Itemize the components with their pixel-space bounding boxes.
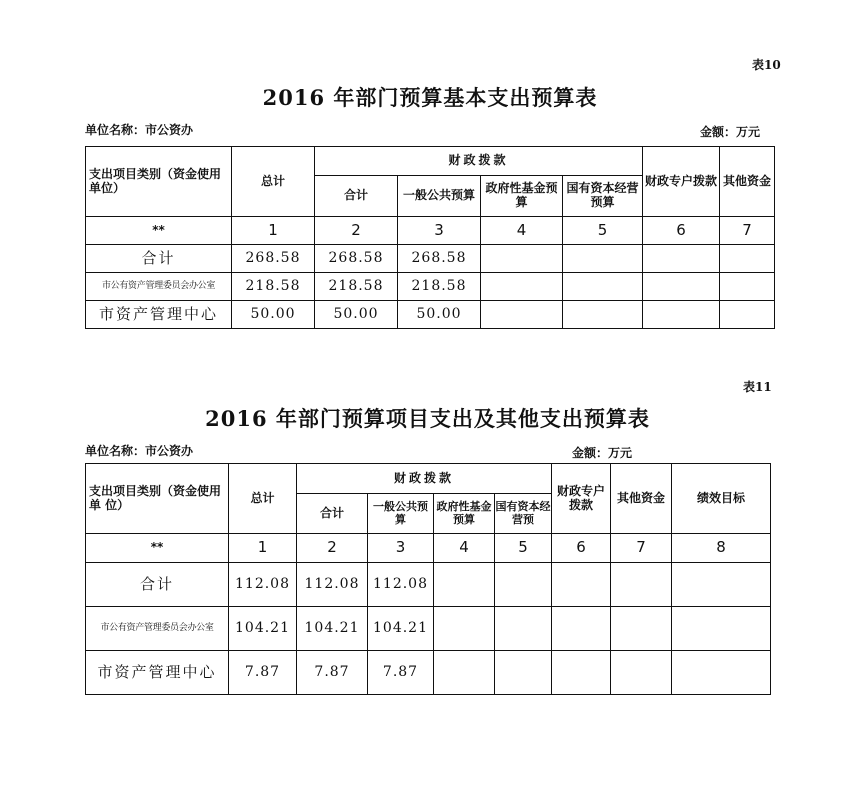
- table10-index-cell: 3: [398, 217, 481, 245]
- table11-cell-general: 7.87: [368, 651, 434, 695]
- table10-header-fiscal: 财政拨款: [315, 147, 643, 176]
- table11-header-special: 财政专户拨款: [552, 464, 611, 534]
- table10-index-cell: 7: [720, 217, 775, 245]
- table10: [85, 146, 775, 329]
- table11-index-cell: 6: [552, 534, 611, 563]
- table11-index-cell: 4: [434, 534, 495, 563]
- table10-cell-subtotal: 268.58: [315, 245, 398, 273]
- table11-index-cell: 2: [297, 534, 368, 563]
- table10-header-general: 一般公共预算: [398, 176, 481, 217]
- table10-cell-subtotal: 50.00: [315, 301, 398, 329]
- table10-header-stateowned: 国有资本经营预算: [563, 176, 643, 217]
- table10-index-cell: **: [86, 217, 232, 245]
- table11-amount-unit: 金额：万元: [572, 446, 633, 460]
- table10-cell-stateowned: [563, 245, 643, 273]
- table11-header-stateowned: 国有资本经 营预: [495, 494, 552, 534]
- table10-index-cell: 4: [481, 217, 563, 245]
- table11-cell-other: [611, 563, 672, 607]
- table11-cell-total: 104.21: [229, 607, 297, 651]
- table10-cell-govfund: [481, 273, 563, 301]
- table10-cell-stateowned: [563, 273, 643, 301]
- table11-cell-goal: [672, 563, 771, 607]
- table11-cell-general: 104.21: [368, 607, 434, 651]
- table10-row-name: 合计: [86, 245, 232, 273]
- table10-cell-other: [720, 245, 775, 273]
- table10-header-special: 财政专户拨款: [643, 147, 720, 217]
- table11-index-cell: 1: [229, 534, 297, 563]
- table11-header-general: 一般公共预算: [368, 494, 434, 534]
- table11-header-goal: 绩效目标: [672, 464, 771, 534]
- table10-cell-other: [720, 273, 775, 301]
- table11-cell-special: [552, 563, 611, 607]
- table10-cell-subtotal: 218.58: [315, 273, 398, 301]
- table10-cell-total: 268.58: [232, 245, 315, 273]
- table10-tag: 表10: [752, 58, 781, 72]
- table11-header-other: 其他资金: [611, 464, 672, 534]
- table10-cell-general: 218.58: [398, 273, 481, 301]
- table-row: [86, 607, 771, 651]
- table10-row-name: 市资产管理中心: [86, 301, 232, 329]
- table11-cell-subtotal: 112.08: [297, 563, 368, 607]
- table11-index-cell: 8: [672, 534, 771, 563]
- table10-cell-other: [720, 301, 775, 329]
- table11-unit-name: 单位名称：市公资办: [85, 444, 194, 458]
- table11-row-name: 市公有资产管理委员会办公室: [86, 607, 229, 651]
- table11: [85, 463, 771, 695]
- table11-cell-special: [552, 651, 611, 695]
- table11-header-total: 总计: [229, 464, 297, 534]
- table10-cell-total: 50.00: [232, 301, 315, 329]
- table11-cell-subtotal: 7.87: [297, 651, 368, 695]
- table-row: [86, 651, 771, 695]
- table11-cell-general: 112.08: [368, 563, 434, 607]
- table11-cell-goal: [672, 607, 771, 651]
- table11-cell-govfund: [434, 607, 495, 651]
- table11-header-fiscal: 财政拨款: [297, 464, 552, 494]
- table11-header-category: 支出项目类别（资金使用单 位）: [86, 464, 229, 534]
- table11-header-subtotal: 合计: [297, 494, 368, 534]
- table11-cell-goal: [672, 651, 771, 695]
- table11-tag: 表11: [743, 380, 772, 394]
- table11-cell-govfund: [434, 651, 495, 695]
- table10-index-cell: 2: [315, 217, 398, 245]
- table10-header-govfund: 政府性基金预算: [481, 176, 563, 217]
- table10-cell-general: 50.00: [398, 301, 481, 329]
- table11-index-cell: 7: [611, 534, 672, 563]
- table11-cell-total: 112.08: [229, 563, 297, 607]
- table10-index-cell: 1: [232, 217, 315, 245]
- table-row: [86, 245, 775, 273]
- table11-cell-stateowned: [495, 607, 552, 651]
- table-row: [86, 563, 771, 607]
- table10-cell-special: [643, 245, 720, 273]
- table10-cell-govfund: [481, 301, 563, 329]
- table11-header-govfund: 政府性基金预算: [434, 494, 495, 534]
- table10-cell-special: [643, 273, 720, 301]
- table10-cell-general: 268.58: [398, 245, 481, 273]
- table11-cell-subtotal: 104.21: [297, 607, 368, 651]
- table10-unit-name: 单位名称：市公资办: [85, 123, 194, 137]
- table11-cell-special: [552, 607, 611, 651]
- table11-index-cell: 5: [495, 534, 552, 563]
- table10-amount-unit: 金额：万元: [700, 125, 761, 139]
- table10-cell-total: 218.58: [232, 273, 315, 301]
- table11-row-name: 合计: [86, 563, 229, 607]
- table10-title: 2016 年部门预算基本支出预算表: [262, 85, 598, 110]
- table10-header-total: 总计: [232, 147, 315, 217]
- table-row: [86, 301, 775, 329]
- table-row: [86, 273, 775, 301]
- table11-cell-other: [611, 651, 672, 695]
- table11-row-name: 市资产管理中心: [86, 651, 229, 695]
- table11-index-cell: **: [86, 534, 229, 563]
- table10-cell-special: [643, 301, 720, 329]
- table10-index-cell: 5: [563, 217, 643, 245]
- table11-title: 2016 年部门预算项目支出及其他支出预算表: [205, 406, 650, 431]
- table11-cell-govfund: [434, 563, 495, 607]
- table11-cell-stateowned: [495, 651, 552, 695]
- table10-index-cell: 6: [643, 217, 720, 245]
- table10-header-other: 其他资金: [720, 147, 775, 217]
- table10-header-category: 支出项目类别（资金使用单位）: [86, 147, 232, 217]
- table11-index-cell: 3: [368, 534, 434, 563]
- table10-cell-stateowned: [563, 301, 643, 329]
- table11-cell-total: 7.87: [229, 651, 297, 695]
- table10-header-subtotal: 合计: [315, 176, 398, 217]
- table11-cell-other: [611, 607, 672, 651]
- table10-cell-govfund: [481, 245, 563, 273]
- table11-cell-stateowned: [495, 563, 552, 607]
- table10-row-name: 市公有资产管理委员会办公室: [86, 273, 232, 301]
